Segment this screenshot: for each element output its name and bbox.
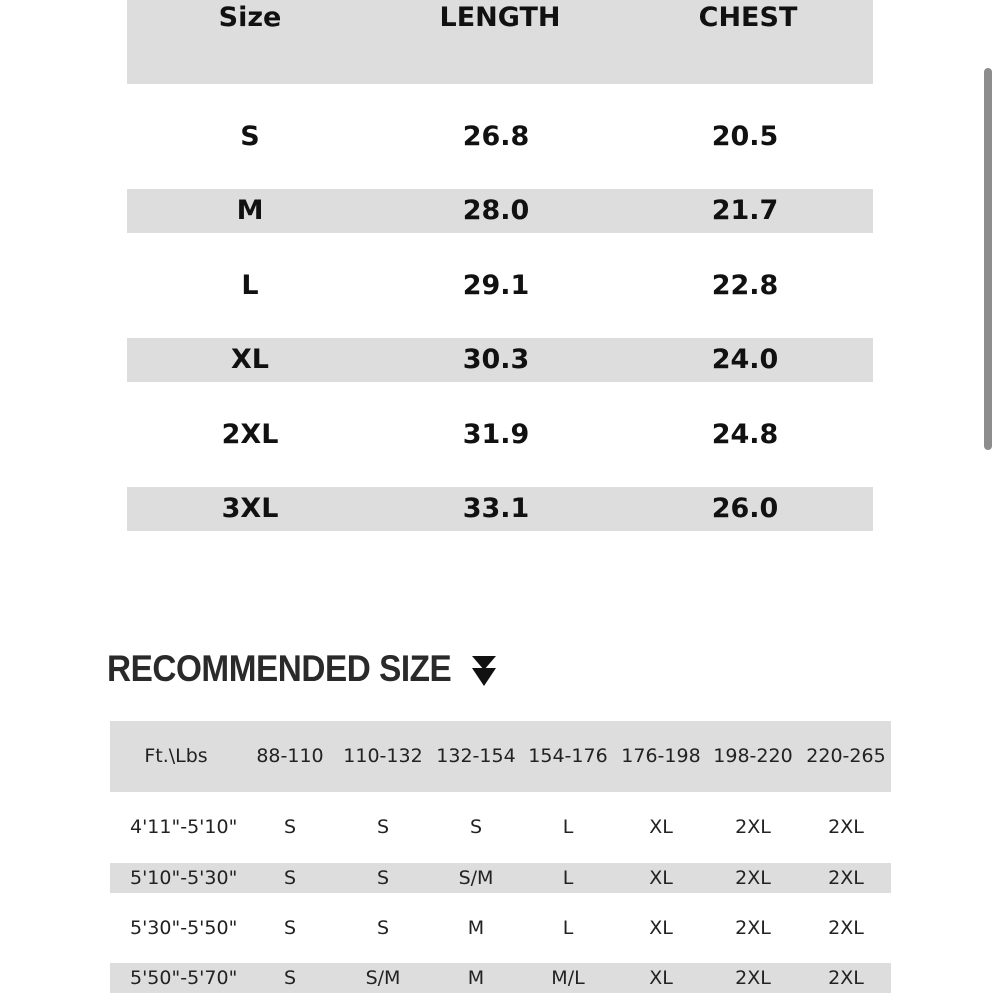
height-cell: 5'50"-5'70" — [130, 967, 238, 989]
size-cell: S — [283, 816, 297, 838]
length-cell: 33.1 — [462, 493, 530, 524]
chest-cell: 22.8 — [711, 270, 779, 301]
size-cell: S — [283, 867, 297, 889]
recommended-header-row — [110, 721, 891, 792]
size-chart-header-size: Size — [218, 2, 282, 33]
length-cell: 31.9 — [462, 419, 530, 450]
size-cell: 2XL — [828, 967, 864, 989]
size-cell: S — [376, 917, 390, 939]
double-down-arrow-icon — [470, 654, 498, 688]
size-cell: S — [283, 967, 297, 989]
size-cell: 2XL — [735, 967, 771, 989]
table-row — [127, 413, 873, 457]
size-cell: L — [562, 816, 574, 838]
table-row — [110, 963, 891, 993]
size-cell: M — [467, 967, 485, 989]
size-cell: 2XL — [828, 917, 864, 939]
height-cell: 5'30"-5'50" — [130, 917, 238, 939]
recommended-size-title: RECOMMENDED SIZE — [107, 648, 452, 689]
chest-cell: 21.7 — [711, 195, 779, 226]
size-cell: XL — [649, 967, 673, 989]
header-cell: 176-198 — [621, 745, 701, 767]
table-row — [110, 863, 891, 893]
scrollbar-thumb[interactable] — [984, 68, 992, 450]
size-cell: XL — [230, 344, 270, 375]
table-row — [127, 338, 873, 382]
size-cell: S — [469, 816, 483, 838]
chest-cell: 24.0 — [711, 344, 779, 375]
size-cell: M — [236, 195, 264, 226]
size-cell: M/L — [551, 967, 585, 989]
header-cell: 110-132 — [343, 745, 423, 767]
length-cell: 26.8 — [462, 121, 530, 152]
size-cell: 2XL — [735, 917, 771, 939]
header-cell: 88-110 — [256, 745, 324, 767]
size-chart-header-chest: CHEST — [698, 2, 798, 33]
size-cell: 2XL — [828, 867, 864, 889]
size-cell: S — [283, 917, 297, 939]
table-row — [110, 913, 891, 943]
size-cell: S — [240, 121, 260, 152]
size-cell: 2XL — [221, 419, 279, 450]
size-chart-header-length: LENGTH — [439, 2, 561, 33]
size-cell: L — [562, 917, 574, 939]
header-cell: 220-265 — [806, 745, 886, 767]
size-cell: S/M — [365, 967, 401, 989]
table-row — [127, 115, 873, 159]
size-cell: 2XL — [735, 816, 771, 838]
table-row — [127, 189, 873, 233]
length-cell: 28.0 — [462, 195, 530, 226]
size-cell: S — [376, 867, 390, 889]
size-cell: XL — [649, 816, 673, 838]
size-cell: XL — [649, 867, 673, 889]
height-cell: 4'11"-5'10" — [130, 816, 238, 838]
size-cell: S — [376, 816, 390, 838]
header-cell: 154-176 — [528, 745, 608, 767]
length-cell: 29.1 — [462, 270, 530, 301]
size-cell: XL — [649, 917, 673, 939]
chest-cell: 26.0 — [711, 493, 779, 524]
header-cell: Ft.\Lbs — [144, 745, 208, 767]
size-cell: 2XL — [828, 816, 864, 838]
size-cell: 2XL — [735, 867, 771, 889]
table-row — [110, 812, 891, 842]
size-cell: S/M — [458, 867, 494, 889]
chest-cell: 24.8 — [711, 419, 779, 450]
size-cell: M — [467, 917, 485, 939]
size-chart-header-row — [127, 0, 873, 84]
size-cell: L — [241, 270, 259, 301]
table-row — [127, 264, 873, 308]
size-cell: 3XL — [221, 493, 279, 524]
table-row — [127, 487, 873, 531]
chest-cell: 20.5 — [711, 121, 779, 152]
height-cell: 5'10"-5'30" — [130, 867, 238, 889]
length-cell: 30.3 — [462, 344, 530, 375]
header-cell: 198-220 — [713, 745, 793, 767]
header-cell: 132-154 — [436, 745, 516, 767]
size-cell: L — [562, 867, 574, 889]
